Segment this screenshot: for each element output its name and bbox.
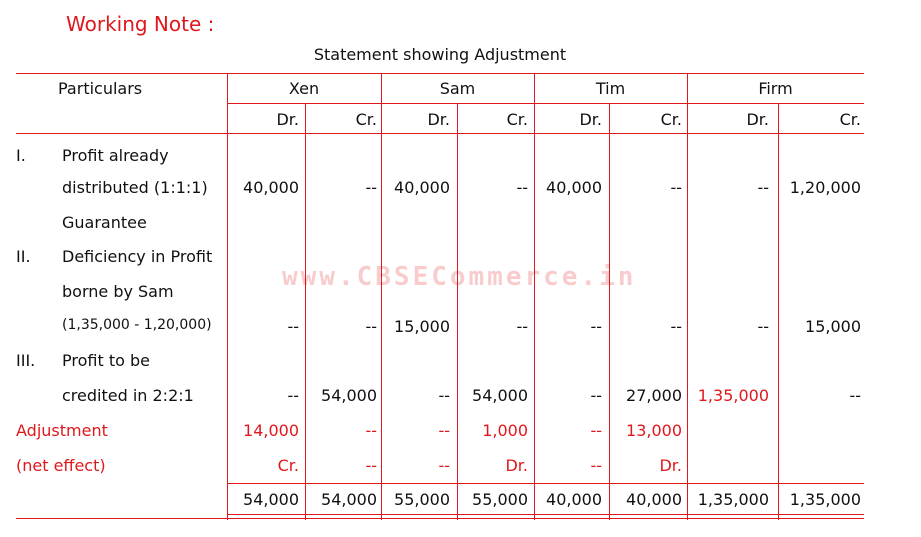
amount-tim-cr: --	[670, 178, 682, 197]
header-bottom-rule	[16, 133, 864, 134]
amount-firm-cr: --	[849, 386, 861, 405]
col-header-firm: Firm	[758, 79, 793, 98]
col-divider	[305, 103, 306, 520]
subheader-firm-dr: Dr.	[746, 110, 769, 129]
amount-sam-dr: 15,000	[394, 317, 450, 336]
col-divider	[227, 73, 228, 520]
effect-tim-dr: --	[590, 456, 602, 475]
amount-xen-dr: 40,000	[243, 178, 299, 197]
amount-tim-dr: --	[590, 386, 602, 405]
total-sam-dr: 55,000	[394, 490, 450, 509]
adjustment-label: Adjustment	[16, 421, 108, 440]
col-divider	[609, 103, 610, 520]
amount-xen-cr: --	[365, 317, 377, 336]
total-bottom-rule-1	[227, 514, 864, 515]
row-label-line: borne by Sam	[62, 282, 174, 301]
amount-tim-dr: --	[590, 317, 602, 336]
row-numeral: II.	[16, 247, 31, 266]
effect-tim-cr: Dr.	[659, 456, 682, 475]
row-label-line: Profit to be	[62, 351, 150, 370]
effect-sam-cr: Dr.	[505, 456, 528, 475]
row-label-line: (1,35,000 - 1,20,000)	[62, 317, 212, 333]
col-divider	[778, 103, 779, 520]
effect-sam-dr: --	[438, 456, 450, 475]
amount-firm-dr: --	[757, 178, 769, 197]
col-divider	[534, 73, 535, 520]
col-divider	[381, 73, 382, 520]
total-firm-cr: 1,35,000	[789, 490, 861, 509]
row-label-line: Guarantee	[62, 213, 147, 232]
table-top-rule	[16, 73, 864, 74]
adjustment-sam-dr: --	[438, 421, 450, 440]
col-header-tim: Tim	[595, 79, 626, 98]
amount-xen-cr: --	[365, 178, 377, 197]
amount-tim-cr: 27,000	[626, 386, 682, 405]
amount-xen-dr: --	[287, 317, 299, 336]
subheader-xen-dr: Dr.	[276, 110, 299, 129]
amount-sam-cr: --	[516, 317, 528, 336]
amount-sam-cr: 54,000	[472, 386, 528, 405]
working-note-heading: Working Note :	[66, 12, 215, 36]
row-numeral: I.	[16, 146, 26, 165]
adjustment-tim-cr: 13,000	[626, 421, 682, 440]
amount-tim-cr: --	[670, 317, 682, 336]
subheader-tim-cr: Cr.	[660, 110, 682, 129]
row-label-line: credited in 2:2:1	[62, 386, 194, 405]
statement-title: Statement showing Adjustment	[313, 45, 567, 64]
amount-firm-dr: 1,35,000	[697, 386, 769, 405]
adjustment-sam-cr: 1,000	[482, 421, 528, 440]
col-divider	[457, 103, 458, 520]
subheader-sam-dr: Dr.	[427, 110, 450, 129]
col-divider	[687, 73, 688, 520]
amount-sam-cr: --	[516, 178, 528, 197]
amount-tim-dr: 40,000	[546, 178, 602, 197]
adjustment-tim-dr: --	[590, 421, 602, 440]
row-label-line: Profit already	[62, 146, 169, 165]
total-xen-dr: 54,000	[243, 490, 299, 509]
amount-firm-cr: 1,20,000	[789, 178, 861, 197]
adjustment-xen-cr: --	[365, 421, 377, 440]
subheader-sam-cr: Cr.	[506, 110, 528, 129]
total-sam-cr: 55,000	[472, 490, 528, 509]
particulars-header: Particulars	[58, 79, 143, 98]
subheader-xen-cr: Cr.	[355, 110, 377, 129]
row-numeral: III.	[16, 351, 36, 370]
total-firm-dr: 1,35,000	[697, 490, 769, 509]
adjustment-label: (net effect)	[16, 456, 106, 475]
amount-firm-dr: --	[757, 317, 769, 336]
amount-xen-cr: 54,000	[321, 386, 377, 405]
total-tim-dr: 40,000	[546, 490, 602, 509]
col-header-sam: Sam	[439, 79, 476, 98]
row-label-line: distributed (1:1:1)	[62, 178, 208, 197]
col-header-xen: Xen	[288, 79, 320, 98]
total-xen-cr: 54,000	[321, 490, 377, 509]
effect-xen-cr: --	[365, 456, 377, 475]
amount-xen-dr: --	[287, 386, 299, 405]
total-bottom-rule-2	[16, 518, 864, 519]
subheader-rule	[227, 103, 864, 104]
amount-sam-dr: 40,000	[394, 178, 450, 197]
watermark: www.CBSECommerce.in	[282, 262, 637, 292]
adjustment-xen-dr: 14,000	[243, 421, 299, 440]
subheader-firm-cr: Cr.	[839, 110, 861, 129]
total-top-rule	[227, 483, 864, 484]
effect-xen-dr: Cr.	[277, 456, 299, 475]
amount-sam-dr: --	[438, 386, 450, 405]
amount-firm-cr: 15,000	[805, 317, 861, 336]
row-label-line: Deficiency in Profit	[62, 247, 213, 266]
subheader-tim-dr: Dr.	[579, 110, 602, 129]
total-tim-cr: 40,000	[626, 490, 682, 509]
